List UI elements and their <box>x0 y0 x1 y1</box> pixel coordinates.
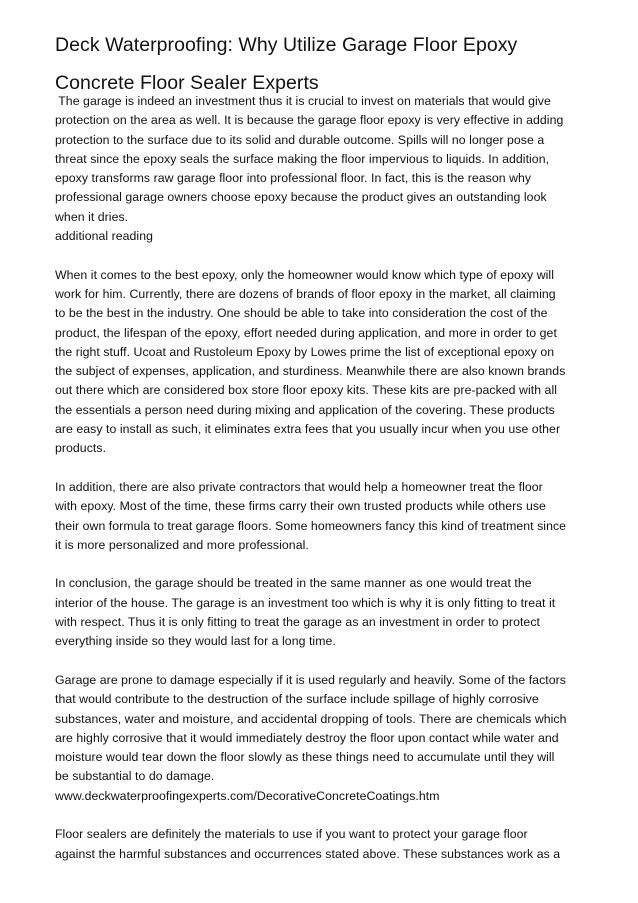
article-body <box>55 92 585 864</box>
text-line: When it comes to the best epoxy, only the homeowner would know which type of epoxy will <box>55 267 554 282</box>
paragraph-best-epoxy <box>55 266 585 459</box>
text-line: Floor sealers are definitely the materials to use if you want to protect your garage floor <box>55 827 528 842</box>
paragraph-conclusion <box>55 574 585 651</box>
text-line: are highly corrosive that it would immediately destroy the floor upon contact while water and <box>55 730 559 745</box>
page-title <box>55 26 615 102</box>
text-line: the essentials a person need during mixing and application of the covering. These products <box>55 402 555 417</box>
text-line: epoxy transforms raw garage floor into professional floor. In fact, this is the reason why <box>55 171 532 186</box>
text-line: The garage is indeed an investment thus it is crucial to invest on materials that would give <box>55 94 551 108</box>
text-line: are easy to install as such, it eliminates extra fees that you usually incur when you use other <box>55 422 561 437</box>
text-line: product, the lifespan of the epoxy, effort needed during application, and more in order to get <box>55 325 557 340</box>
text-line: be substantial to do damage. <box>55 769 215 784</box>
text-line: In addition, there are also private contractors that would help a homeowner treat the floor <box>55 479 543 494</box>
text-line: threat since the epoxy seals the surface making the floor impervious to liquids. In addition, <box>55 151 550 166</box>
title-line-2: Concrete Floor Sealer Experts <box>55 72 319 94</box>
paragraph-floor-sealers <box>55 825 585 864</box>
text-line: In conclusion, the garage should be treated in the same manner as one would treat the <box>55 576 532 591</box>
text-line: against the harmful substances and occurrences stated above. These substances work as a <box>55 846 561 861</box>
additional-reading-link[interactable]: additional reading <box>55 229 153 244</box>
text-line: with respect. Thus it is only fitting to treat the garage as an investment in order to protect <box>55 615 540 630</box>
text-line: their own formula to treat garage floors. Some homeowners fancy this kind of treatment since <box>55 518 567 533</box>
text-line: everything inside so they would last for a long time. <box>55 634 336 649</box>
paragraph-contractors <box>55 478 585 555</box>
text-line: moisture would tear down the floor slowly as these things need to accumulate until they will <box>55 750 555 765</box>
text-line: interior of the house. The garage is an investment too which is why it is only fitting to treat it <box>55 595 556 610</box>
text-line: products. <box>55 441 107 456</box>
text-line: the subject of expenses, application, and sturdiness. Meanwhile there are also known brands <box>55 364 566 379</box>
text-line: out there which are considered box store floor epoxy kits. These kits are pre-packed with all <box>55 383 558 398</box>
text-line: Garage are prone to damage especially if it is used regularly and heavily. Some of the factors <box>55 672 566 687</box>
text-line: when it dries. <box>55 209 129 224</box>
text-line: protection on the area as well. It is because the garage floor epoxy is very effective in adding <box>55 113 564 128</box>
website-url-link[interactable]: www.deckwaterproofingexperts.com/DecorativeConcreteCoatings.htm <box>55 788 440 803</box>
paragraph-damage <box>55 671 585 806</box>
title-line-1: Deck Waterproofing: Why Utilize Garage Floor Epoxy <box>55 34 518 56</box>
text-line: professional garage owners choose epoxy because the product gives an outstanding look <box>55 190 547 205</box>
text-line: substances, water and moisture, and accidental dropping of tools. There are chemicals which <box>55 711 567 726</box>
text-line: the right stuff. Ucoat and Rustoleum Epoxy by Lowes prime the list of exceptional epoxy on <box>55 344 555 359</box>
text-line: protection to the surface due to its solid and durable outcome. Spills will no longer pose a <box>55 132 545 147</box>
paragraph-intro <box>55 92 585 246</box>
text-line: it is more personalized and more professional. <box>55 537 309 552</box>
text-line: to be the best in the industry. One should be able to take into consideration the cost of the <box>55 306 548 321</box>
text-line: with epoxy. Most of the time, these firms carry their own trusted products while others use <box>55 499 546 514</box>
text-line: that would contribute to the destruction of the surface include spillage of highly corrosive <box>55 692 539 707</box>
text-line: work for him. Currently, there are dozens of brands of floor epoxy in the market, all claiming <box>55 286 556 301</box>
